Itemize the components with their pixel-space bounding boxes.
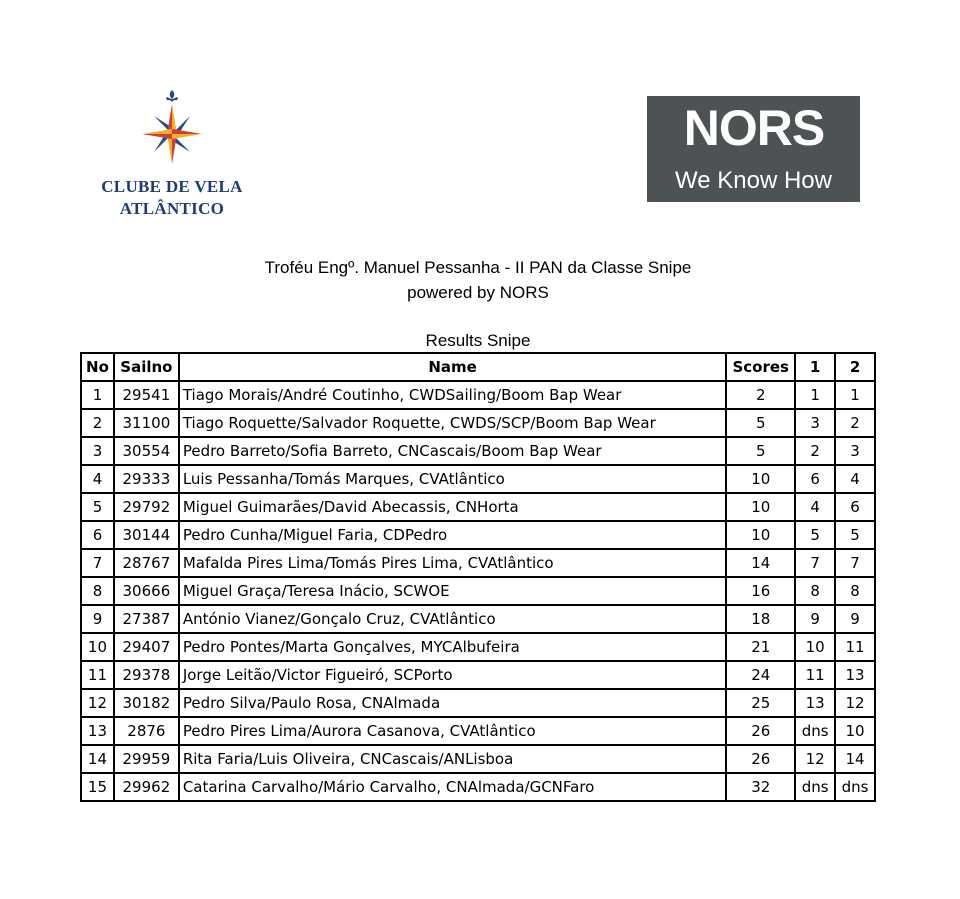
- cell-sailno: 29333: [114, 465, 179, 493]
- cell-no: 3: [81, 437, 114, 465]
- cell-scores: 21: [726, 633, 795, 661]
- cell-race-1: 7: [795, 549, 835, 577]
- cell-race-1: 6: [795, 465, 835, 493]
- column-header: Sailno: [114, 353, 179, 381]
- cell-scores: 5: [726, 437, 795, 465]
- cell-sailno: 29541: [114, 381, 179, 409]
- sponsor-logo: [647, 96, 860, 202]
- cell-scores: 10: [726, 493, 795, 521]
- cell-no: 12: [81, 689, 114, 717]
- sponsor-tagline: We Know How: [675, 167, 832, 194]
- cell-name: Pedro Cunha/Miguel Faria, CDPedro: [179, 521, 726, 549]
- results-title: Results Snipe: [425, 331, 531, 350]
- cell-scores: 16: [726, 577, 795, 605]
- cell-name: António Vianez/Gonçalo Cruz, CVAtlântico: [179, 605, 726, 633]
- cell-race-2: 3: [835, 437, 875, 465]
- cell-name: Miguel Guimarães/David Abecassis, CNHorta: [179, 493, 726, 521]
- compass-rose-icon: [136, 88, 208, 170]
- cell-name: Miguel Graça/Teresa Inácio, SCWOE: [179, 577, 726, 605]
- cell-race-2: 6: [835, 493, 875, 521]
- cell-scores: 10: [726, 465, 795, 493]
- cell-race-2: 9: [835, 605, 875, 633]
- table-row: [81, 661, 875, 689]
- sponsor-name: NORS: [683, 100, 825, 156]
- table-row: [81, 717, 875, 745]
- cell-race-1: 8: [795, 577, 835, 605]
- cell-sailno: 29407: [114, 633, 179, 661]
- event-subtitle: powered by NORS: [407, 283, 549, 302]
- table-row: [81, 633, 875, 661]
- cell-race-2: 13: [835, 661, 875, 689]
- cell-scores: 25: [726, 689, 795, 717]
- club-name-line2: ATLÂNTICO: [119, 199, 225, 218]
- cell-no: 8: [81, 577, 114, 605]
- cell-sailno: 2876: [114, 717, 179, 745]
- cell-no: 11: [81, 661, 114, 689]
- cell-scores: 18: [726, 605, 795, 633]
- table-row: [81, 465, 875, 493]
- cell-scores: 2: [726, 381, 795, 409]
- table-row: [81, 549, 875, 577]
- cell-race-1: dns: [795, 717, 835, 745]
- cell-scores: 14: [726, 549, 795, 577]
- table-row: [81, 689, 875, 717]
- cell-name: Pedro Pires Lima/Aurora Casanova, CVAtlântico: [179, 717, 726, 745]
- cell-sailno: 27387: [114, 605, 179, 633]
- cell-sailno: 29962: [114, 773, 179, 801]
- column-header: Scores: [726, 353, 795, 381]
- cell-sailno: 31100: [114, 409, 179, 437]
- cell-name: Tiago Roquette/Salvador Roquette, CWDS/SCP/Boom Bap Wear: [179, 409, 726, 437]
- cell-sailno: 30554: [114, 437, 179, 465]
- cell-name: Tiago Morais/André Coutinho, CWDSailing/Boom Bap Wear: [179, 381, 726, 409]
- column-header: Name: [179, 353, 726, 381]
- cell-race-2: 1: [835, 381, 875, 409]
- table-row: [81, 605, 875, 633]
- cell-sailno: 30144: [114, 521, 179, 549]
- cell-race-1: 5: [795, 521, 835, 549]
- cell-name: Pedro Barreto/Sofia Barreto, CNCascais/Boom Bap Wear: [179, 437, 726, 465]
- cell-no: 1: [81, 381, 114, 409]
- table-row: [81, 409, 875, 437]
- club-logo: [92, 88, 252, 223]
- cell-sailno: 29959: [114, 745, 179, 773]
- cell-no: 14: [81, 745, 114, 773]
- cell-race-1: 9: [795, 605, 835, 633]
- cell-no: 10: [81, 633, 114, 661]
- cell-race-1: 1: [795, 381, 835, 409]
- column-header: 2: [835, 353, 875, 381]
- table-row: [81, 745, 875, 773]
- cell-no: 4: [81, 465, 114, 493]
- cell-race-2: 2: [835, 409, 875, 437]
- club-name-line1: CLUBE DE VELA: [101, 177, 243, 196]
- cell-race-1: 4: [795, 493, 835, 521]
- cell-sailno: 29792: [114, 493, 179, 521]
- table-row: [81, 773, 875, 801]
- results-table: [80, 352, 876, 802]
- cell-no: 5: [81, 493, 114, 521]
- cell-race-1: 2: [795, 437, 835, 465]
- cell-race-2: 4: [835, 465, 875, 493]
- cell-race-1: 12: [795, 745, 835, 773]
- cell-sailno: 30182: [114, 689, 179, 717]
- cell-scores: 24: [726, 661, 795, 689]
- cell-race-1: 13: [795, 689, 835, 717]
- table-row: [81, 437, 875, 465]
- cell-scores: 26: [726, 717, 795, 745]
- table-row: [81, 577, 875, 605]
- cell-race-2: 11: [835, 633, 875, 661]
- cell-scores: 10: [726, 521, 795, 549]
- cell-name: Catarina Carvalho/Mário Carvalho, CNAlmada/GCNFaro: [179, 773, 726, 801]
- cell-no: 9: [81, 605, 114, 633]
- cell-no: 13: [81, 717, 114, 745]
- cell-scores: 32: [726, 773, 795, 801]
- cell-race-2: 12: [835, 689, 875, 717]
- column-header: No: [81, 353, 114, 381]
- cell-sailno: 30666: [114, 577, 179, 605]
- cell-name: Mafalda Pires Lima/Tomás Pires Lima, CVAtlântico: [179, 549, 726, 577]
- cell-race-1: 10: [795, 633, 835, 661]
- table-row: [81, 521, 875, 549]
- cell-no: 15: [81, 773, 114, 801]
- cell-race-2: 7: [835, 549, 875, 577]
- event-title: Troféu Engº. Manuel Pessanha - II PAN da Classe Snipe: [264, 258, 692, 277]
- cell-race-1: 11: [795, 661, 835, 689]
- cell-no: 2: [81, 409, 114, 437]
- cell-name: Pedro Pontes/Marta Gonçalves, MYCAlbufeira: [179, 633, 726, 661]
- cell-race-1: dns: [795, 773, 835, 801]
- cell-name: Pedro Silva/Paulo Rosa, CNAlmada: [179, 689, 726, 717]
- table-header-row: [81, 353, 875, 381]
- cell-no: 6: [81, 521, 114, 549]
- cell-sailno: 28767: [114, 549, 179, 577]
- cell-sailno: 29378: [114, 661, 179, 689]
- table-row: [81, 493, 875, 521]
- cell-race-2: dns: [835, 773, 875, 801]
- cell-no: 7: [81, 549, 114, 577]
- column-header: 1: [795, 353, 835, 381]
- cell-scores: 26: [726, 745, 795, 773]
- cell-race-2: 10: [835, 717, 875, 745]
- cell-race-2: 14: [835, 745, 875, 773]
- cell-race-1: 3: [795, 409, 835, 437]
- cell-race-2: 8: [835, 577, 875, 605]
- cell-name: Jorge Leitão/Victor Figueiró, SCPorto: [179, 661, 726, 689]
- cell-name: Rita Faria/Luis Oliveira, CNCascais/ANLisboa: [179, 745, 726, 773]
- cell-scores: 5: [726, 409, 795, 437]
- cell-race-2: 5: [835, 521, 875, 549]
- table-row: [81, 381, 875, 409]
- cell-name: Luis Pessanha/Tomás Marques, CVAtlântico: [179, 465, 726, 493]
